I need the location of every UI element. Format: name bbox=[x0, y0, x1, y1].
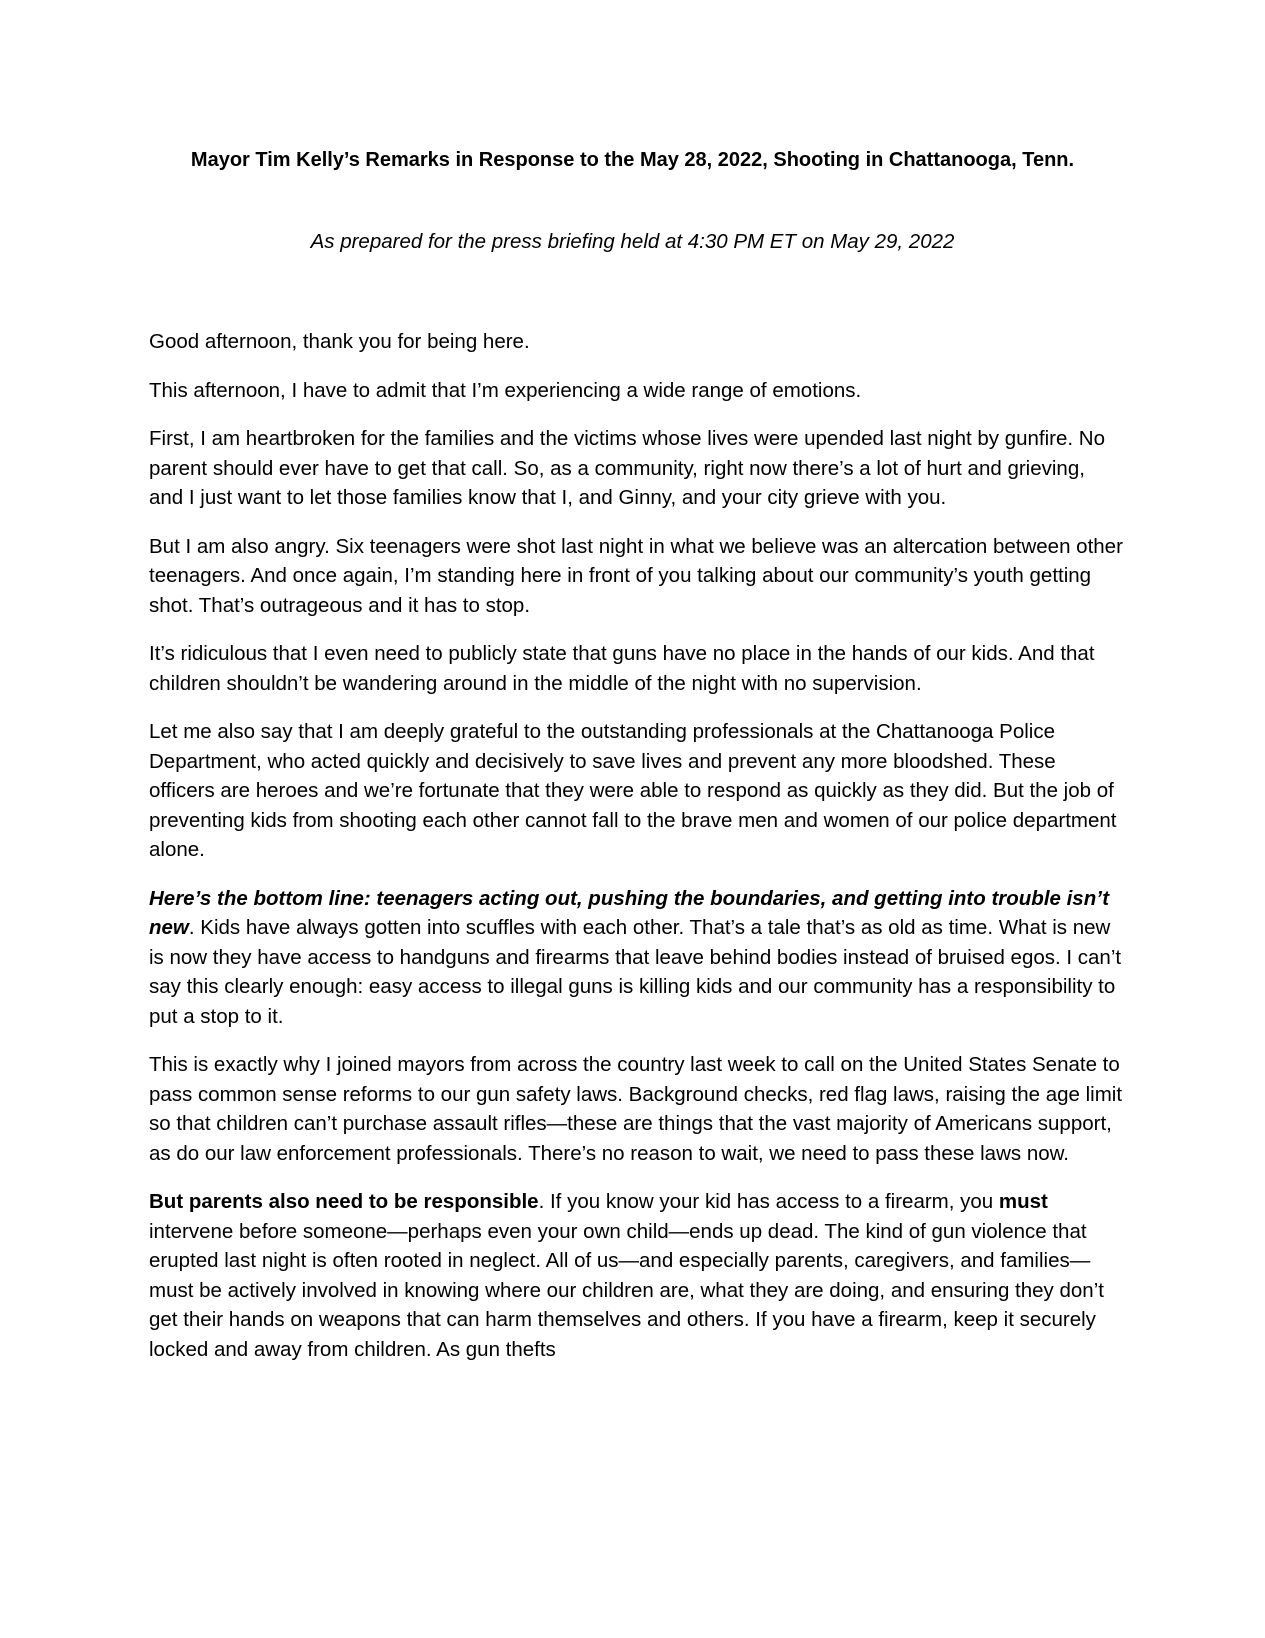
must-emphasis: must bbox=[998, 1190, 1048, 1213]
paragraph-parents-responsible bbox=[149, 1187, 1124, 1364]
parents-text-a: . If you know your kid has access to a firearm, you bbox=[538, 1190, 999, 1213]
bottom-line-emphasis: Here’s the bottom line: teenagers acting out, pushing the boundaries, and getting into trouble isn’t new bbox=[149, 886, 1110, 939]
paragraph-angry: But I am also angry. Six teenagers were shot last night in what we believe was an altercation between other teenagers. And once again, I’m standing here in front of you talking about our community’s youth getting shot. That’s outrageous and it has to stop. bbox=[149, 534, 1123, 617]
page-title: Mayor Tim Kelly’s Remarks in Response to the May 28, 2022, Shooting in Chattanooga, Tenn. bbox=[190, 149, 1075, 171]
document-body bbox=[149, 327, 1124, 1383]
parents-text-b: intervene before someone—perhaps even your own child—ends up dead. The kind of gun violence that erupted last night is often rooted in neglect. All of us—and especially parents, caregivers, and families—must be actively involved in knowing where our children are, what they are doing, and ensuring they don’t get their hands on weapons that can harm themselves and others. If you have a firearm, keep it securely locked and away from children. As gun thefts bbox=[149, 1219, 1104, 1361]
paragraph-bottom-line bbox=[149, 884, 1124, 1032]
parents-emphasis: But parents also need to be responsible bbox=[149, 1190, 539, 1213]
paragraph-heartbroken: First, I am heartbroken for the families and the victims whose lives were upended last night by gunfire. No parent should ever have to get that call. So, as a community, right now there’s a lot of hurt and grieving, and I just want to let those families know that I, and Ginny, and your city grieve with you. bbox=[149, 427, 1105, 509]
page-subtitle: As prepared for the press briefing held at 4:30 PM ET on May 29, 2022 bbox=[310, 230, 955, 253]
bottom-line-text: . Kids have always gotten into scuffles with each other. That’s a tale that’s as old as time. What is new is now they have access to handguns and firearms that leave behind bodies instead of bruised egos. I can’t say this clearly enough: easy access to illegal guns is killing kids and our community has a responsibility to put a stop to it. bbox=[149, 916, 1122, 1028]
paragraph-emotions: This afternoon, I have to admit that I’m experiencing a wide range of emotions. bbox=[149, 378, 862, 402]
paragraph-ridiculous: It’s ridiculous that I even need to publicly state that guns have no place in the hands of our kids. And that children shouldn’t be wandering around in the middle of the night with no supervision. bbox=[149, 642, 1095, 695]
paragraph-police-gratitude: Let me also say that I am deeply grateful to the outstanding professionals at the Chattanooga Police Department, who acted quickly and decisively to save lives and prevent any more bloodshed. These officers are heroes and we’re fortunate that they were able to respond as quickly as they did. But the job of preventing kids from shooting each other cannot fall to the brave men and women of our police department alone. bbox=[149, 720, 1117, 861]
paragraph-greeting: Good afternoon, thank you for being here. bbox=[149, 330, 530, 353]
paragraph-senate-reforms: This is exactly why I joined mayors from across the country last week to call on the United States Senate to pass common sense reforms to our gun safety laws. Background checks, red flag laws, raising the age limit so that children can’t purchase assault rifles—these are things that the vast majority of Americans support, as do our law enforcement professionals. There’s no reason to wait, we need to pass these laws now. bbox=[149, 1053, 1123, 1165]
